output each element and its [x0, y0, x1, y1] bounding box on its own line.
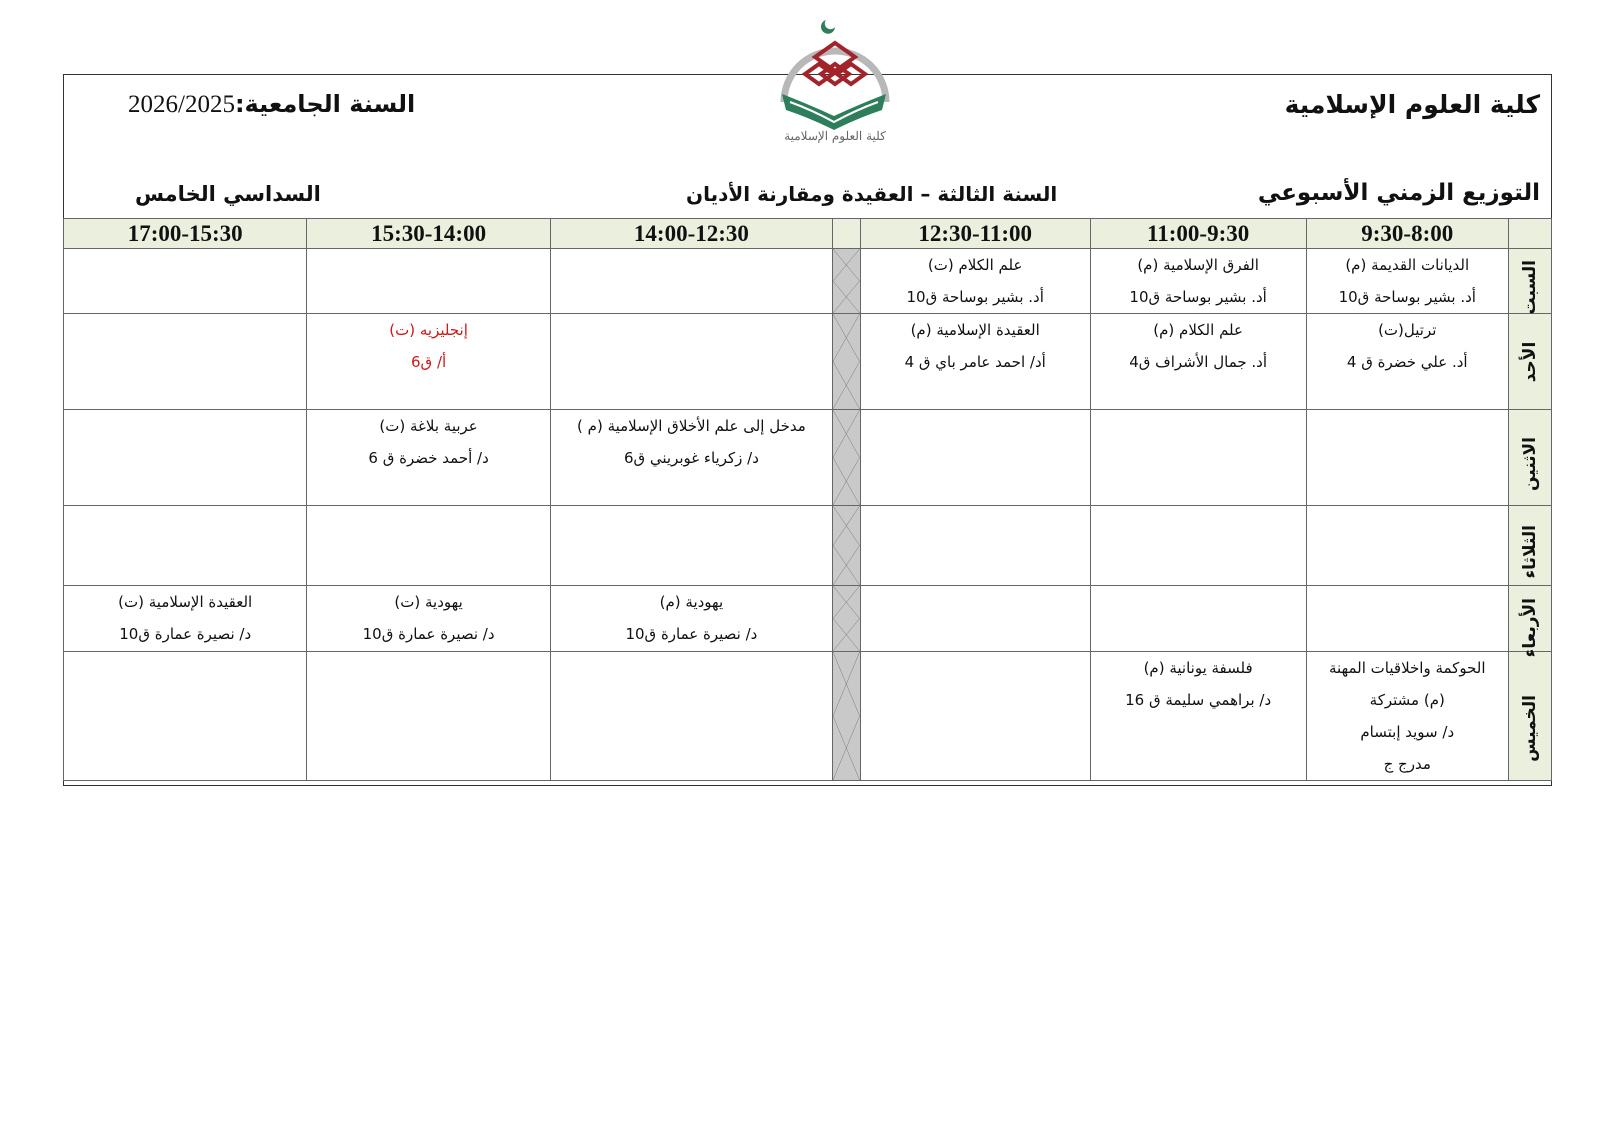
course-cell: [1306, 586, 1508, 652]
course-cell: [64, 410, 307, 506]
day-label-cell: [1509, 506, 1552, 586]
course-detail: أد/ احمد عامر باي ق 4: [904, 353, 1046, 371]
course-cell: [307, 506, 550, 586]
course-cell: [860, 410, 1090, 506]
course-cell: [550, 410, 832, 506]
course-detail: د/ سويد إبتسام: [1360, 723, 1455, 741]
day-label: الاثنين: [1520, 436, 1540, 491]
schedule-row: [64, 586, 1552, 652]
day-label-cell: [1509, 249, 1552, 314]
course-cell: [1306, 652, 1508, 781]
course-detail: د/ نصيرة عمارة ق10: [362, 625, 495, 643]
faculty-name: كلية العلوم الإسلامية: [1284, 90, 1540, 119]
course-title: الفرق الإسلامية (م): [1137, 256, 1259, 274]
course-detail: أد. بشير بوساحة ق10: [906, 288, 1044, 306]
course-cell: [1306, 506, 1508, 586]
course-detail: د/ زكرياء غوبريني ق6: [623, 449, 759, 467]
course-cell: [860, 314, 1090, 410]
timeslot-header: 14:00-12:30: [550, 219, 832, 249]
course-title: الحوكمة واخلاقيات المهنة: [1329, 659, 1486, 677]
timetable: [63, 218, 1552, 781]
day-label: الثلاثاء: [1520, 524, 1540, 579]
course-cell: [550, 652, 832, 781]
course-cell: [64, 249, 307, 314]
timeslot-header: 12:30-11:00: [860, 219, 1090, 249]
course-cell: [860, 506, 1090, 586]
course-cell: [550, 586, 832, 652]
academic-year-value: 2026/2025: [128, 91, 235, 118]
course-cell: [1306, 410, 1508, 506]
semester-label: السداسي الخامس: [135, 182, 321, 206]
course-cell: [1090, 410, 1306, 506]
course-cell: [550, 249, 832, 314]
course-detail: د/ براهمي سليمة ق 16: [1125, 691, 1272, 709]
academic-year-label: السنة الجامعية:: [234, 90, 416, 118]
schedule-row: [64, 249, 1552, 314]
course-title: عربية بلاغة (ت): [379, 417, 478, 435]
course-cell: [307, 652, 550, 781]
course-title: ترتيل(ت): [1378, 321, 1437, 339]
course-detail: أد. بشير بوساحة ق10: [1338, 288, 1476, 306]
schedule-title: التوزيع الزمني الأسبوعي: [1257, 180, 1540, 206]
course-title: علم الكلام (ت): [927, 256, 1023, 274]
logo-caption: كلية العلوم الإسلامية: [784, 129, 886, 143]
course-cell: [64, 314, 307, 410]
course-cell: [1090, 249, 1306, 314]
course-cell: [307, 249, 550, 314]
course-cell: [860, 586, 1090, 652]
break-cell: [833, 314, 861, 410]
course-title: مدخل إلى علم الأخلاق الإسلامية (م ): [577, 417, 806, 435]
timeslot-header: 15:30-14:00: [307, 219, 550, 249]
break-cell: [833, 586, 861, 652]
course-detail: د/ نصيرة عمارة ق10: [119, 625, 252, 643]
course-cell: [64, 652, 307, 781]
schedule-row: [64, 410, 1552, 506]
course-detail: (م) مشتركة: [1369, 691, 1445, 709]
class-title: السنة الثالثة – العقيدة ومقارنة الأديان: [686, 182, 1058, 206]
day-label-cell: [1509, 652, 1552, 781]
course-cell: [307, 586, 550, 652]
timeslot-header-row: [64, 219, 1552, 249]
academic-year: [128, 90, 415, 119]
course-title: إنجليزيه (ت): [389, 321, 468, 339]
course-cell: [550, 506, 832, 586]
course-cell: [1090, 586, 1306, 652]
day-label-cell: [1509, 410, 1552, 506]
timeslot-header: 17:00-15:30: [64, 219, 307, 249]
break-column-header: [833, 219, 861, 249]
course-title: العقيدة الإسلامية (م): [910, 321, 1040, 339]
schedule-row: [64, 652, 1552, 781]
course-cell: [860, 652, 1090, 781]
course-title: الديانات القديمة (م): [1345, 256, 1470, 274]
break-cell: [833, 506, 861, 586]
break-cell: [833, 249, 861, 314]
course-title: يهودية (م): [659, 593, 724, 611]
course-cell: [1306, 249, 1508, 314]
course-cell: [1090, 652, 1306, 781]
course-detail: أد. بشير بوساحة ق10: [1129, 288, 1267, 306]
course-cell: [64, 586, 307, 652]
day-label-cell: [1509, 586, 1552, 657]
course-title: يهودية (ت): [394, 593, 463, 611]
course-detail: د/ نصيرة عمارة ق10: [625, 625, 758, 643]
day-label: الأربعاء: [1520, 597, 1540, 657]
course-detail: أد. جمال الأشراف ق4: [1129, 353, 1268, 371]
course-cell: [1306, 314, 1508, 410]
course-cell: [1090, 506, 1306, 586]
schedule-row: [64, 506, 1552, 586]
day-label: الأحد: [1520, 341, 1540, 382]
day-label-cell: [1509, 314, 1552, 410]
course-cell: [550, 314, 832, 410]
course-cell: [64, 506, 307, 586]
course-cell: [860, 249, 1090, 314]
course-cell: [1090, 314, 1306, 410]
break-cell: [833, 652, 861, 781]
course-detail: مدرج ج: [1383, 755, 1431, 773]
timeslot-header: 9:30-8:00: [1306, 219, 1508, 249]
day-label: الخميس: [1520, 695, 1540, 762]
day-header-corner: [1509, 219, 1552, 249]
course-title: العقيدة الإسلامية (ت): [118, 593, 253, 611]
course-title: فلسفة يونانية (م): [1143, 659, 1253, 677]
course-cell: [307, 314, 550, 410]
course-detail: أد. علي خضرة ق 4: [1346, 353, 1468, 371]
course-cell: [307, 410, 550, 506]
course-detail: د/ أحمد خضرة ق 6: [368, 449, 489, 467]
schedule-row: [64, 314, 1552, 410]
break-cell: [833, 410, 861, 506]
day-label: السبت: [1520, 260, 1540, 315]
course-detail: أ/ ق6: [410, 353, 447, 371]
faculty-logo: [770, 12, 900, 147]
course-title: علم الكلام (م): [1153, 321, 1243, 339]
timeslot-header: 11:00-9:30: [1090, 219, 1306, 249]
